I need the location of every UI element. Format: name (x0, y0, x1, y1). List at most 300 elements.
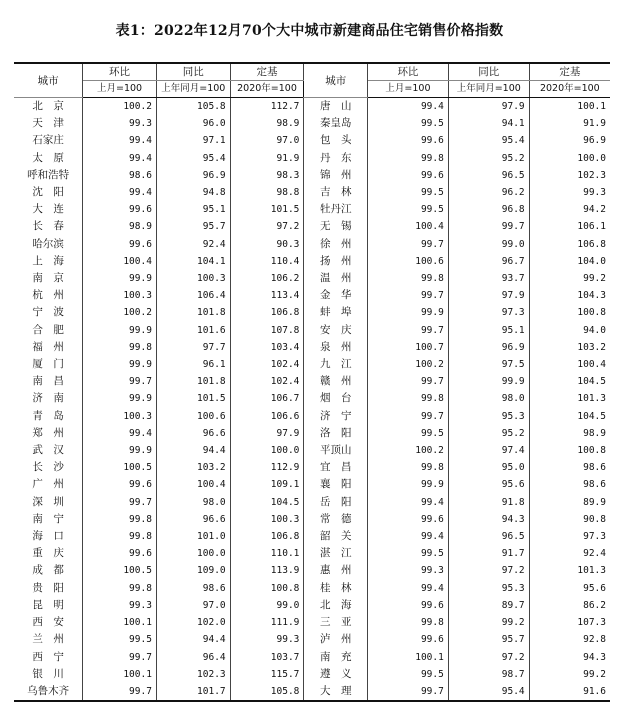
right-city-name: 锦 州 (304, 167, 368, 184)
right-yoy-value: 96.2 (448, 184, 529, 201)
left-fixed-value: 104.5 (230, 494, 304, 511)
right-mom-value: 99.6 (368, 597, 449, 614)
left-yoy-value: 95.4 (156, 150, 230, 167)
left-city-name: 上 海 (14, 253, 83, 270)
right-yoy-value: 94.3 (448, 511, 529, 528)
table-row (14, 167, 610, 184)
left-mom-value: 100.5 (83, 562, 157, 579)
table-row (14, 373, 610, 390)
right-mom-value: 99.8 (368, 390, 449, 407)
right-city-name: 包 头 (304, 132, 368, 149)
left-yoy-value: 96.6 (156, 425, 230, 442)
right-city-name: 赣 州 (304, 373, 368, 390)
right-yoy-value: 95.7 (448, 631, 529, 648)
left-fixed-value: 112.9 (230, 459, 304, 476)
right-fixed-value: 99.2 (529, 666, 610, 683)
right-mom-value: 99.4 (368, 98, 449, 116)
right-city-name: 韶 关 (304, 528, 368, 545)
right-city-name: 吉 林 (304, 184, 368, 201)
right-mom-value: 99.4 (368, 494, 449, 511)
left-mom-value: 99.9 (83, 356, 157, 373)
left-city-name: 南 京 (14, 270, 83, 287)
left-yoy-value: 102.3 (156, 666, 230, 683)
right-city-name: 无 锡 (304, 218, 368, 235)
left-yoy-value: 97.7 (156, 339, 230, 356)
left-city-name: 银 川 (14, 666, 83, 683)
table-row (14, 150, 610, 167)
table-body (14, 98, 610, 702)
right-fixed-value: 86.2 (529, 597, 610, 614)
right-yoy-value: 97.3 (448, 304, 529, 321)
right-fixed-value: 94.0 (529, 322, 610, 339)
right-mom-value: 99.6 (368, 132, 449, 149)
left-mom-value: 99.3 (83, 597, 157, 614)
right-yoy-value: 91.8 (448, 494, 529, 511)
right-fixed-value: 102.3 (529, 167, 610, 184)
right-fixed-value: 104.0 (529, 253, 610, 270)
table-row (14, 218, 610, 235)
city-header-right: 城市 (304, 63, 368, 98)
left-city-name: 杭 州 (14, 287, 83, 304)
left-yoy-value: 105.8 (156, 98, 230, 116)
left-mom-value: 100.3 (83, 408, 157, 425)
left-fixed-value: 110.1 (230, 545, 304, 562)
left-fixed-value: 98.8 (230, 184, 304, 201)
left-fixed-value: 110.4 (230, 253, 304, 270)
right-mom-value: 99.9 (368, 476, 449, 493)
right-city-name: 蚌 埠 (304, 304, 368, 321)
right-fixed-value: 100.1 (529, 98, 610, 116)
left-mom-value: 99.6 (83, 236, 157, 253)
left-mom-value: 99.8 (83, 339, 157, 356)
left-yoy-value: 101.6 (156, 322, 230, 339)
left-fixed-value: 91.9 (230, 150, 304, 167)
right-fixed-value: 94.3 (529, 649, 610, 666)
left-city-name: 海 口 (14, 528, 83, 545)
left-mom-value: 99.6 (83, 476, 157, 493)
table-row (14, 98, 610, 116)
right-yoy-value: 99.0 (448, 236, 529, 253)
right-fixed-value: 104.3 (529, 287, 610, 304)
left-fixed-value: 101.5 (230, 201, 304, 218)
left-fixed-value: 102.4 (230, 356, 304, 373)
right-fixed-value: 100.8 (529, 304, 610, 321)
yoy-subheader: 上年同月=100 (156, 81, 230, 98)
right-mom-value: 100.7 (368, 339, 449, 356)
left-city-name: 南 宁 (14, 511, 83, 528)
right-yoy-value: 95.4 (448, 132, 529, 149)
right-yoy-value: 96.5 (448, 167, 529, 184)
right-mom-value: 99.5 (368, 545, 449, 562)
left-fixed-value: 100.3 (230, 511, 304, 528)
right-fixed-value: 106.8 (529, 236, 610, 253)
left-mom-value: 99.5 (83, 631, 157, 648)
left-yoy-value: 101.8 (156, 304, 230, 321)
right-city-name: 济 宁 (304, 408, 368, 425)
left-mom-value: 99.6 (83, 545, 157, 562)
right-yoy-value: 96.7 (448, 253, 529, 270)
right-city-name: 平顶山 (304, 442, 368, 459)
table-row (14, 322, 610, 339)
table-row (14, 236, 610, 253)
left-city-name: 北 京 (14, 98, 83, 116)
left-city-name: 天 津 (14, 115, 83, 132)
left-yoy-value: 109.0 (156, 562, 230, 579)
left-mom-value: 99.4 (83, 425, 157, 442)
left-yoy-value: 100.3 (156, 270, 230, 287)
table-row (14, 528, 610, 545)
right-mom-value: 99.6 (368, 511, 449, 528)
right-yoy-value: 97.2 (448, 562, 529, 579)
right-mom-value: 99.5 (368, 201, 449, 218)
left-yoy-value: 101.5 (156, 390, 230, 407)
right-yoy-value: 98.0 (448, 390, 529, 407)
left-yoy-value: 95.1 (156, 201, 230, 218)
right-city-name: 唐 山 (304, 98, 368, 116)
left-mom-value: 98.9 (83, 218, 157, 235)
right-yoy-value: 95.3 (448, 408, 529, 425)
right-city-name: 湛 江 (304, 545, 368, 562)
left-mom-value: 99.8 (83, 528, 157, 545)
right-fixed-value: 107.3 (529, 614, 610, 631)
left-fixed-value: 100.0 (230, 442, 304, 459)
right-mom-value: 100.2 (368, 356, 449, 373)
right-yoy-value: 93.7 (448, 270, 529, 287)
table-row (14, 614, 610, 631)
left-city-name: 郑 州 (14, 425, 83, 442)
right-fixed-value: 100.4 (529, 356, 610, 373)
left-city-name: 贵 阳 (14, 580, 83, 597)
right-city-name: 徐 州 (304, 236, 368, 253)
right-yoy-value: 97.9 (448, 98, 529, 116)
left-city-name: 武 汉 (14, 442, 83, 459)
table-row (14, 683, 610, 701)
left-city-name: 沈 阳 (14, 184, 83, 201)
left-city-name: 成 都 (14, 562, 83, 579)
price-index-table (14, 62, 610, 702)
table-title: 表1：2022年12月70个大中城市新建商品住宅销售价格指数 (115, 23, 504, 39)
right-city-name: 岳 阳 (304, 494, 368, 511)
table-row (14, 132, 610, 149)
left-city-name: 石家庄 (14, 132, 83, 149)
left-mom-value: 99.8 (83, 580, 157, 597)
left-fixed-value: 98.9 (230, 115, 304, 132)
right-mom-value: 99.3 (368, 562, 449, 579)
table-row (14, 631, 610, 648)
right-city-name: 泸 州 (304, 631, 368, 648)
left-fixed-value: 105.8 (230, 683, 304, 701)
left-mom-value: 100.4 (83, 253, 157, 270)
left-mom-value: 100.2 (83, 304, 157, 321)
left-mom-value: 99.9 (83, 442, 157, 459)
right-fixed-value: 92.4 (529, 545, 610, 562)
right-mom-value: 99.7 (368, 373, 449, 390)
mom-header: 环比 (83, 63, 157, 81)
left-yoy-value: 100.6 (156, 408, 230, 425)
left-yoy-value: 100.4 (156, 476, 230, 493)
table-row (14, 459, 610, 476)
right-city-name: 泉 州 (304, 339, 368, 356)
left-fixed-value: 115.7 (230, 666, 304, 683)
yoy-header-right: 同比 (448, 63, 529, 81)
left-yoy-value: 94.4 (156, 442, 230, 459)
left-fixed-value: 109.1 (230, 476, 304, 493)
left-fixed-value: 98.3 (230, 167, 304, 184)
left-yoy-value: 100.0 (156, 545, 230, 562)
left-fixed-value: 111.9 (230, 614, 304, 631)
right-fixed-value: 98.6 (529, 459, 610, 476)
right-yoy-value: 96.9 (448, 339, 529, 356)
fixed-header-right: 定基 (529, 63, 610, 81)
left-fixed-value: 97.0 (230, 132, 304, 149)
left-fixed-value: 97.2 (230, 218, 304, 235)
right-mom-value: 99.6 (368, 631, 449, 648)
city-header: 城市 (14, 63, 83, 98)
right-mom-value: 100.6 (368, 253, 449, 270)
right-fixed-value: 96.9 (529, 132, 610, 149)
left-city-name: 宁 波 (14, 304, 83, 321)
table-row (14, 408, 610, 425)
fixed-subheader: 2020年=100 (230, 81, 304, 98)
table-row (14, 511, 610, 528)
right-city-name: 丹 东 (304, 150, 368, 167)
right-city-name: 金 华 (304, 287, 368, 304)
left-yoy-value: 97.1 (156, 132, 230, 149)
left-fixed-value: 112.7 (230, 98, 304, 116)
left-city-name: 长 沙 (14, 459, 83, 476)
left-yoy-value: 96.0 (156, 115, 230, 132)
left-mom-value: 99.9 (83, 322, 157, 339)
left-yoy-value: 96.1 (156, 356, 230, 373)
right-mom-value: 99.6 (368, 167, 449, 184)
left-yoy-value: 92.4 (156, 236, 230, 253)
right-mom-value: 99.5 (368, 666, 449, 683)
left-fixed-value: 113.9 (230, 562, 304, 579)
right-fixed-value: 89.9 (529, 494, 610, 511)
right-yoy-value: 99.9 (448, 373, 529, 390)
left-yoy-value: 101.0 (156, 528, 230, 545)
right-fixed-value: 91.9 (529, 115, 610, 132)
right-fixed-value: 94.2 (529, 201, 610, 218)
left-fixed-value: 103.4 (230, 339, 304, 356)
left-fixed-value: 90.3 (230, 236, 304, 253)
left-mom-value: 100.1 (83, 614, 157, 631)
left-fixed-value: 106.8 (230, 528, 304, 545)
left-yoy-value: 94.8 (156, 184, 230, 201)
left-mom-value: 99.4 (83, 132, 157, 149)
right-fixed-value: 100.8 (529, 442, 610, 459)
right-yoy-value: 95.2 (448, 425, 529, 442)
table-row (14, 390, 610, 407)
right-city-name: 秦皇岛 (304, 115, 368, 132)
left-mom-value: 99.3 (83, 115, 157, 132)
table-row (14, 562, 610, 579)
right-city-name: 温 州 (304, 270, 368, 287)
left-city-name: 太 原 (14, 150, 83, 167)
fixed-header: 定基 (230, 63, 304, 81)
yoy-header: 同比 (156, 63, 230, 81)
left-yoy-value: 101.7 (156, 683, 230, 701)
header-row (14, 63, 610, 81)
left-mom-value: 99.8 (83, 511, 157, 528)
right-city-name: 烟 台 (304, 390, 368, 407)
left-fixed-value: 99.3 (230, 631, 304, 648)
right-city-name: 宜 昌 (304, 459, 368, 476)
right-mom-value: 99.7 (368, 683, 449, 701)
right-mom-value: 99.4 (368, 528, 449, 545)
right-city-name: 扬 州 (304, 253, 368, 270)
left-yoy-value: 104.1 (156, 253, 230, 270)
table-row (14, 442, 610, 459)
right-city-name: 大 理 (304, 683, 368, 701)
right-city-name: 常 德 (304, 511, 368, 528)
right-mom-value: 99.8 (368, 150, 449, 167)
right-yoy-value: 95.2 (448, 150, 529, 167)
right-yoy-value: 97.9 (448, 287, 529, 304)
table-row (14, 184, 610, 201)
right-mom-value: 99.7 (368, 236, 449, 253)
left-mom-value: 100.1 (83, 666, 157, 683)
left-yoy-value: 98.0 (156, 494, 230, 511)
right-city-name: 洛 阳 (304, 425, 368, 442)
left-yoy-value: 95.7 (156, 218, 230, 235)
table-row (14, 425, 610, 442)
left-city-name: 西 宁 (14, 649, 83, 666)
left-yoy-value: 96.6 (156, 511, 230, 528)
right-mom-value: 99.5 (368, 115, 449, 132)
left-mom-value: 99.6 (83, 201, 157, 218)
mom-subheader-right: 上月=100 (368, 81, 449, 98)
right-fixed-value: 97.3 (529, 528, 610, 545)
right-yoy-value: 99.7 (448, 218, 529, 235)
right-yoy-value: 97.4 (448, 442, 529, 459)
table-row (14, 201, 610, 218)
table-row (14, 494, 610, 511)
left-mom-value: 98.6 (83, 167, 157, 184)
table-row (14, 270, 610, 287)
right-mom-value: 99.5 (368, 425, 449, 442)
left-mom-value: 99.7 (83, 373, 157, 390)
right-city-name: 北 海 (304, 597, 368, 614)
right-fixed-value: 90.8 (529, 511, 610, 528)
left-city-name: 大 连 (14, 201, 83, 218)
left-city-name: 济 南 (14, 390, 83, 407)
right-yoy-value: 96.5 (448, 528, 529, 545)
right-yoy-value: 99.2 (448, 614, 529, 631)
right-city-name: 惠 州 (304, 562, 368, 579)
left-city-name: 乌鲁木齐 (14, 683, 83, 701)
left-city-name: 重 庆 (14, 545, 83, 562)
yoy-subheader-right: 上年同月=100 (448, 81, 529, 98)
right-mom-value: 99.5 (368, 184, 449, 201)
left-mom-value: 100.5 (83, 459, 157, 476)
right-yoy-value: 95.0 (448, 459, 529, 476)
right-yoy-value: 94.1 (448, 115, 529, 132)
left-city-name: 长 春 (14, 218, 83, 235)
table-row (14, 476, 610, 493)
left-mom-value: 99.7 (83, 649, 157, 666)
left-mom-value: 99.9 (83, 270, 157, 287)
left-fixed-value: 106.2 (230, 270, 304, 287)
left-fixed-value: 106.7 (230, 390, 304, 407)
left-city-name: 呼和浩特 (14, 167, 83, 184)
right-yoy-value: 97.5 (448, 356, 529, 373)
left-mom-value: 99.4 (83, 150, 157, 167)
left-city-name: 兰 州 (14, 631, 83, 648)
table-row (14, 339, 610, 356)
left-mom-value: 100.3 (83, 287, 157, 304)
right-yoy-value: 95.6 (448, 476, 529, 493)
left-fixed-value: 107.8 (230, 322, 304, 339)
left-city-name: 哈尔滨 (14, 236, 83, 253)
mom-header-right: 环比 (368, 63, 449, 81)
left-city-name: 福 州 (14, 339, 83, 356)
right-fixed-value: 99.2 (529, 270, 610, 287)
right-fixed-value: 91.6 (529, 683, 610, 701)
right-city-name: 桂 林 (304, 580, 368, 597)
left-mom-value: 99.9 (83, 390, 157, 407)
right-yoy-value: 91.7 (448, 545, 529, 562)
right-fixed-value: 101.3 (529, 390, 610, 407)
left-yoy-value: 96.4 (156, 649, 230, 666)
right-city-name: 九 江 (304, 356, 368, 373)
right-mom-value: 99.7 (368, 408, 449, 425)
table-row (14, 649, 610, 666)
left-city-name: 深 圳 (14, 494, 83, 511)
left-yoy-value: 106.4 (156, 287, 230, 304)
left-mom-value: 100.2 (83, 98, 157, 116)
left-yoy-value: 94.4 (156, 631, 230, 648)
right-yoy-value: 98.7 (448, 666, 529, 683)
left-city-name: 广 州 (14, 476, 83, 493)
right-yoy-value: 95.1 (448, 322, 529, 339)
left-fixed-value: 97.9 (230, 425, 304, 442)
table-row (14, 580, 610, 597)
left-yoy-value: 98.6 (156, 580, 230, 597)
right-yoy-value: 96.8 (448, 201, 529, 218)
left-yoy-value: 97.0 (156, 597, 230, 614)
right-fixed-value: 98.9 (529, 425, 610, 442)
right-mom-value: 99.8 (368, 459, 449, 476)
right-mom-value: 99.8 (368, 270, 449, 287)
left-city-name: 南 昌 (14, 373, 83, 390)
mom-subheader: 上月=100 (83, 81, 157, 98)
right-city-name: 牡丹江 (304, 201, 368, 218)
left-yoy-value: 96.9 (156, 167, 230, 184)
table-row (14, 287, 610, 304)
right-fixed-value: 95.6 (529, 580, 610, 597)
right-mom-value: 99.9 (368, 304, 449, 321)
left-city-name: 厦 门 (14, 356, 83, 373)
table-row (14, 356, 610, 373)
right-yoy-value: 97.2 (448, 649, 529, 666)
right-mom-value: 100.1 (368, 649, 449, 666)
left-city-name: 昆 明 (14, 597, 83, 614)
left-yoy-value: 101.8 (156, 373, 230, 390)
right-fixed-value: 101.3 (529, 562, 610, 579)
table-row (14, 115, 610, 132)
right-mom-value: 100.2 (368, 442, 449, 459)
right-mom-value: 99.7 (368, 287, 449, 304)
right-mom-value: 99.7 (368, 322, 449, 339)
left-mom-value: 99.7 (83, 494, 157, 511)
left-city-name: 合 肥 (14, 322, 83, 339)
fixed-subheader-right: 2020年=100 (529, 81, 610, 98)
right-fixed-value: 104.5 (529, 373, 610, 390)
right-mom-value: 99.4 (368, 580, 449, 597)
left-yoy-value: 102.0 (156, 614, 230, 631)
right-city-name: 三 亚 (304, 614, 368, 631)
